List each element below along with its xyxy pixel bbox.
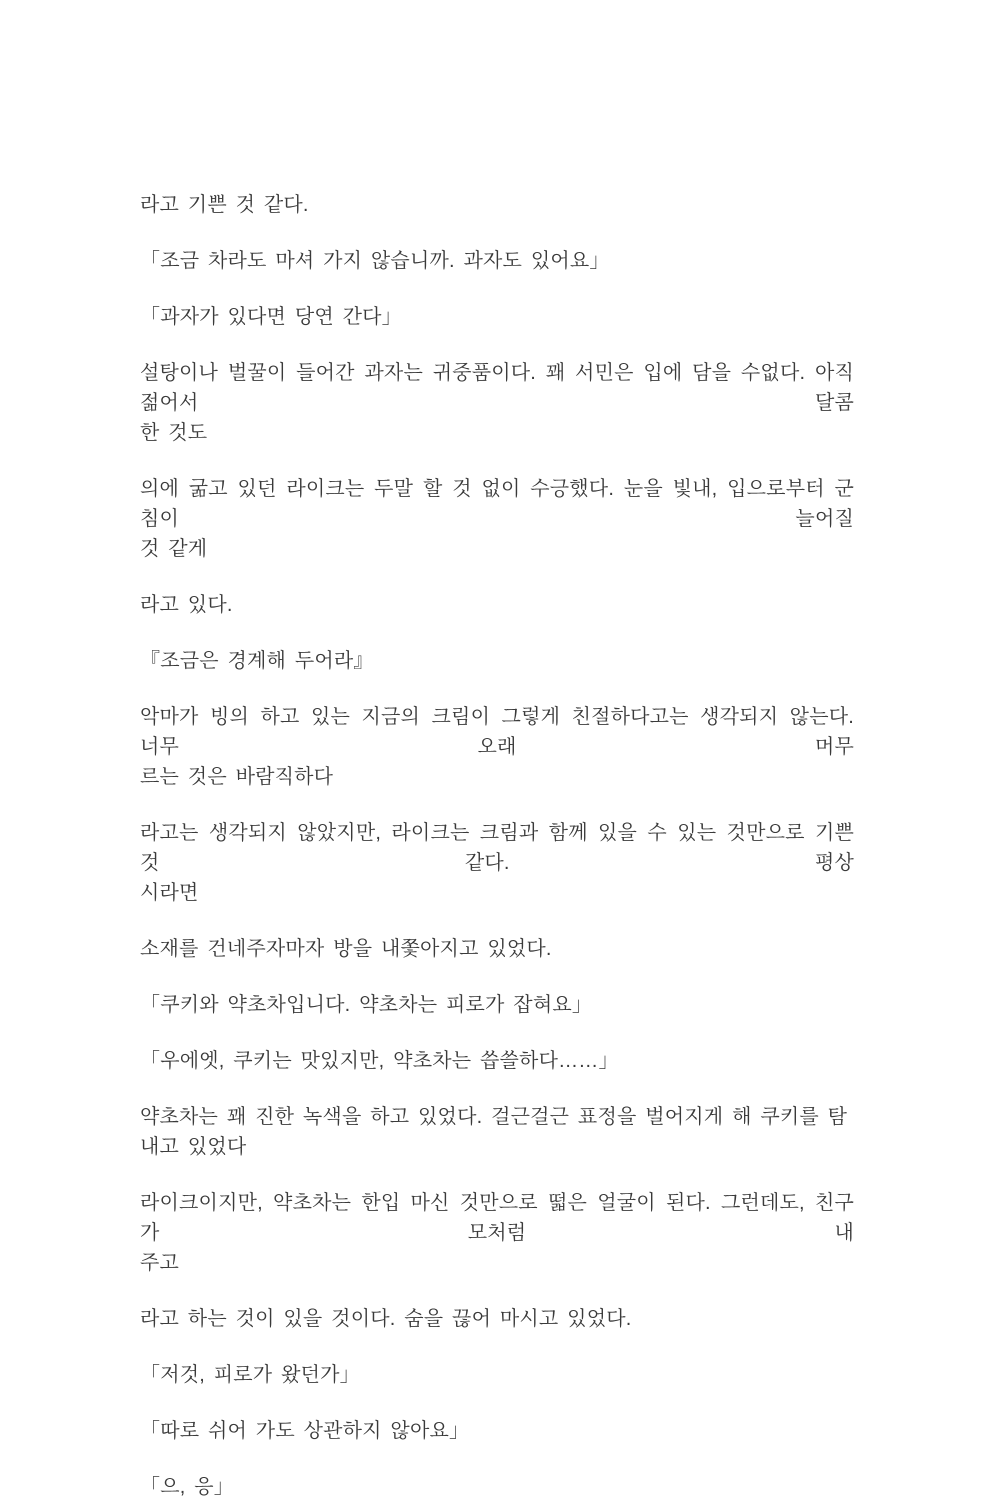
text-line: 「쿠키와 약초차입니다. 약초차는 피로가 잡혀요」 bbox=[140, 994, 593, 1016]
paragraph bbox=[140, 990, 854, 1020]
paragraph bbox=[140, 818, 854, 908]
text-line: 소재를 건네주자마자 방을 내쫓아지고 있었다. bbox=[140, 938, 552, 960]
text-line: 『조금은 경계해 두어라』 bbox=[140, 650, 374, 672]
text-line: 「우에엣, 쿠키는 맛있지만, 약초차는 씁쓸하다……」 bbox=[140, 1050, 619, 1072]
paragraph bbox=[140, 1188, 854, 1278]
text-line: 설탕이나 벌꿀이 들어간 과자는 귀중품이다. 꽤 서민은 입에 담을 수없다. 아직 젊어서 달콤 bbox=[140, 362, 854, 414]
text-line: 주고 bbox=[140, 1252, 180, 1274]
paragraph bbox=[140, 646, 854, 676]
paragraph bbox=[140, 474, 854, 564]
text-line: 라고 기쁜 것 같다. bbox=[140, 194, 309, 216]
text-line: 의에 굶고 있던 라이크는 두말 할 것 없이 수긍했다. 눈을 빛내, 입으로부터 군침이 늘어질 bbox=[140, 478, 854, 530]
text-line: 라이크이지만, 약초차는 한입 마신 것만으로 떫은 얼굴이 된다. 그런데도, 친구가 모처럼 내 bbox=[140, 1192, 854, 1244]
paragraph bbox=[140, 302, 854, 332]
text-line: 것 같게 bbox=[140, 538, 208, 560]
paragraph bbox=[140, 190, 854, 220]
text-line: 약초차는 꽤 진한 녹색을 하고 있었다. 걸근걸근 표정을 벌어지게 해 쿠키를 탐내고 있었다 bbox=[140, 1106, 848, 1158]
paragraph bbox=[140, 1360, 854, 1390]
text-line: 라고 하는 것이 있을 것이다. 숨을 끊어 마시고 있었다. bbox=[140, 1308, 632, 1330]
text-line: 「저것, 피로가 왔던가」 bbox=[140, 1364, 360, 1386]
text-line: 「조금 차라도 마셔 가지 않습니까. 과자도 있어요」 bbox=[140, 250, 610, 272]
paragraph bbox=[140, 702, 854, 792]
text-line: 「으, 응」 bbox=[140, 1476, 234, 1498]
paragraph bbox=[140, 246, 854, 276]
text-line: 「과자가 있다면 당연 간다」 bbox=[140, 306, 402, 328]
text-line: 「따로 쉬어 가도 상관하지 않아요」 bbox=[140, 1420, 470, 1442]
text-line: 라고 있다. bbox=[140, 594, 233, 616]
text-line: 르는 것은 바람직하다 bbox=[140, 766, 334, 788]
paragraph bbox=[140, 1472, 854, 1502]
paragraph bbox=[140, 1304, 854, 1334]
text-line: 라고는 생각되지 않았지만, 라이크는 크림과 함께 있을 수 있는 것만으로 기쁜 것 같다. 평상 bbox=[140, 822, 854, 874]
paragraph bbox=[140, 590, 854, 620]
paragraph bbox=[140, 1046, 854, 1076]
paragraph bbox=[140, 934, 854, 964]
paragraph bbox=[140, 1416, 854, 1446]
text-line: 악마가 빙의 하고 있는 지금의 크림이 그렇게 친절하다고는 생각되지 않는다. 너무 오래 머무 bbox=[140, 706, 854, 758]
paragraph bbox=[140, 1102, 854, 1162]
paragraph bbox=[140, 358, 854, 448]
text-line: 한 것도 bbox=[140, 422, 208, 444]
text-line: 시라면 bbox=[140, 882, 199, 904]
